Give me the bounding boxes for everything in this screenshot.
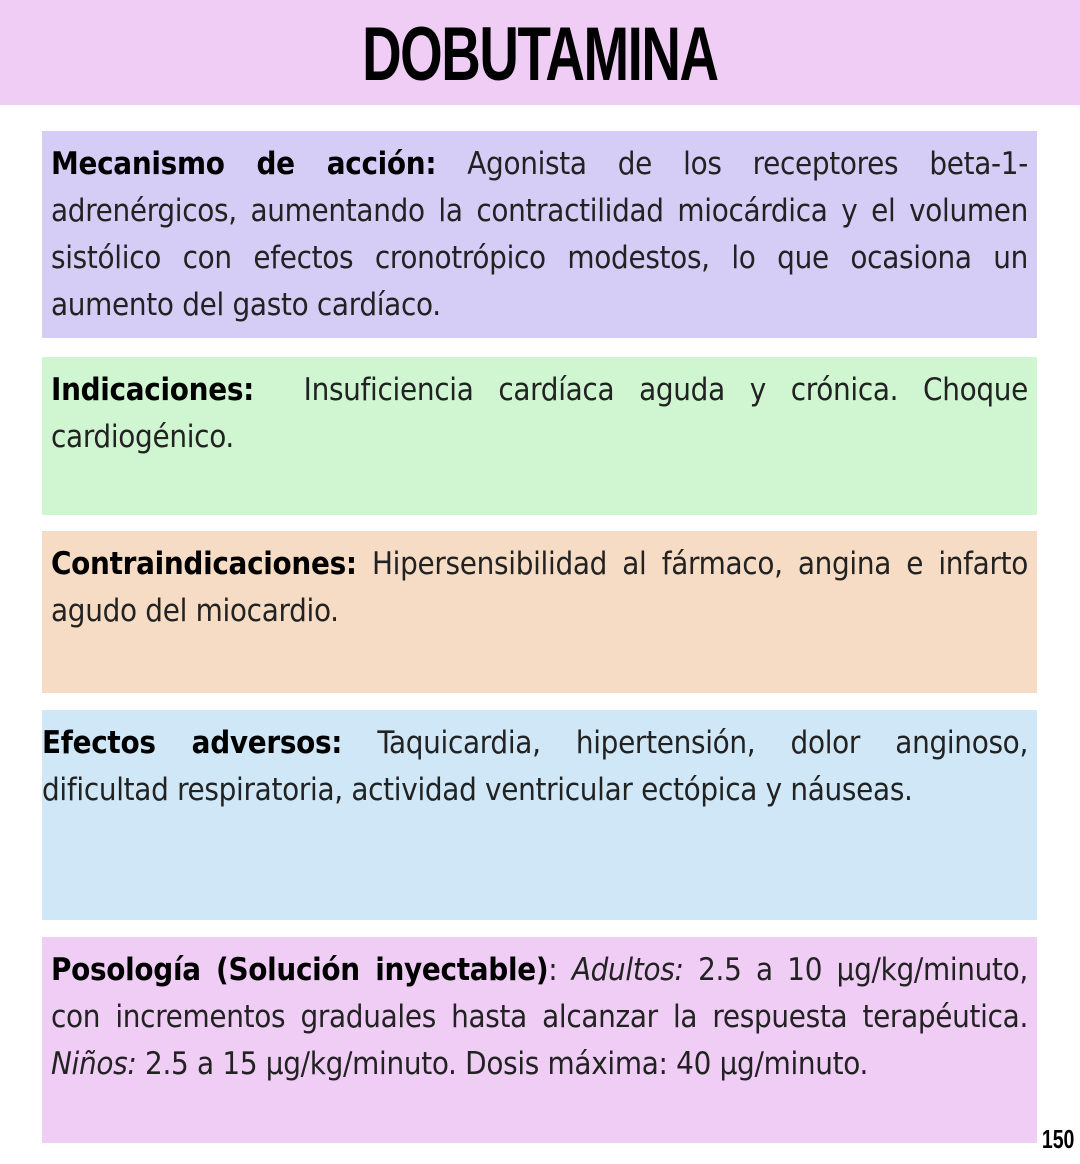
section-label: Posología (Solución inyectable) — [51, 952, 549, 988]
section-label: Indicaciones: — [51, 372, 254, 408]
section-label: Efectos adversos: — [42, 725, 343, 761]
posologia-section — [42, 937, 1037, 1143]
page-title: DOBUTAMINA — [362, 12, 718, 97]
ninos-label: Niños: — [51, 1046, 137, 1082]
page-number: 150 — [1041, 1124, 1074, 1154]
section-text: Hipersensibilidad al fármaco, angina e infarto agudo del miocardio. — [51, 546, 1028, 629]
section-text: Agonista de los receptores beta-1-adrenérgicos, aumentando la contractilidad miocárdica y el volumen sistólico con efectos cronotrópico modestos, lo que ocasiona un aumento del gasto cardíaco. — [51, 146, 1028, 323]
adultos-text: 2.5 a 10 µg/kg/minuto, con incrementos graduales hasta alcanzar la respuesta terapéutica. — [51, 952, 1028, 1035]
section-text: Taquicardia, hipertensión, dolor anginoso, dificultad respiratoria, actividad ventricular ectópica y náuseas. — [42, 725, 1028, 808]
contraindicaciones-section — [42, 531, 1037, 693]
title-banner — [0, 0, 1080, 105]
label-colon: : — [548, 952, 572, 988]
section-label: Contraindicaciones: — [51, 546, 357, 582]
section-text: Insuficiencia cardíaca aguda y crónica. Choque cardiogénico. — [51, 372, 1037, 455]
mecanismo-section — [42, 131, 1037, 338]
efectos-adversos-section — [42, 710, 1037, 920]
section-label: Mecanismo de acción: — [51, 146, 437, 182]
indicaciones-section — [42, 357, 1037, 515]
ninos-text: 2.5 a 15 µg/kg/minuto. Dosis máxima: 40 µg/minuto. — [136, 1046, 869, 1082]
adultos-label: Adultos: — [571, 952, 684, 988]
